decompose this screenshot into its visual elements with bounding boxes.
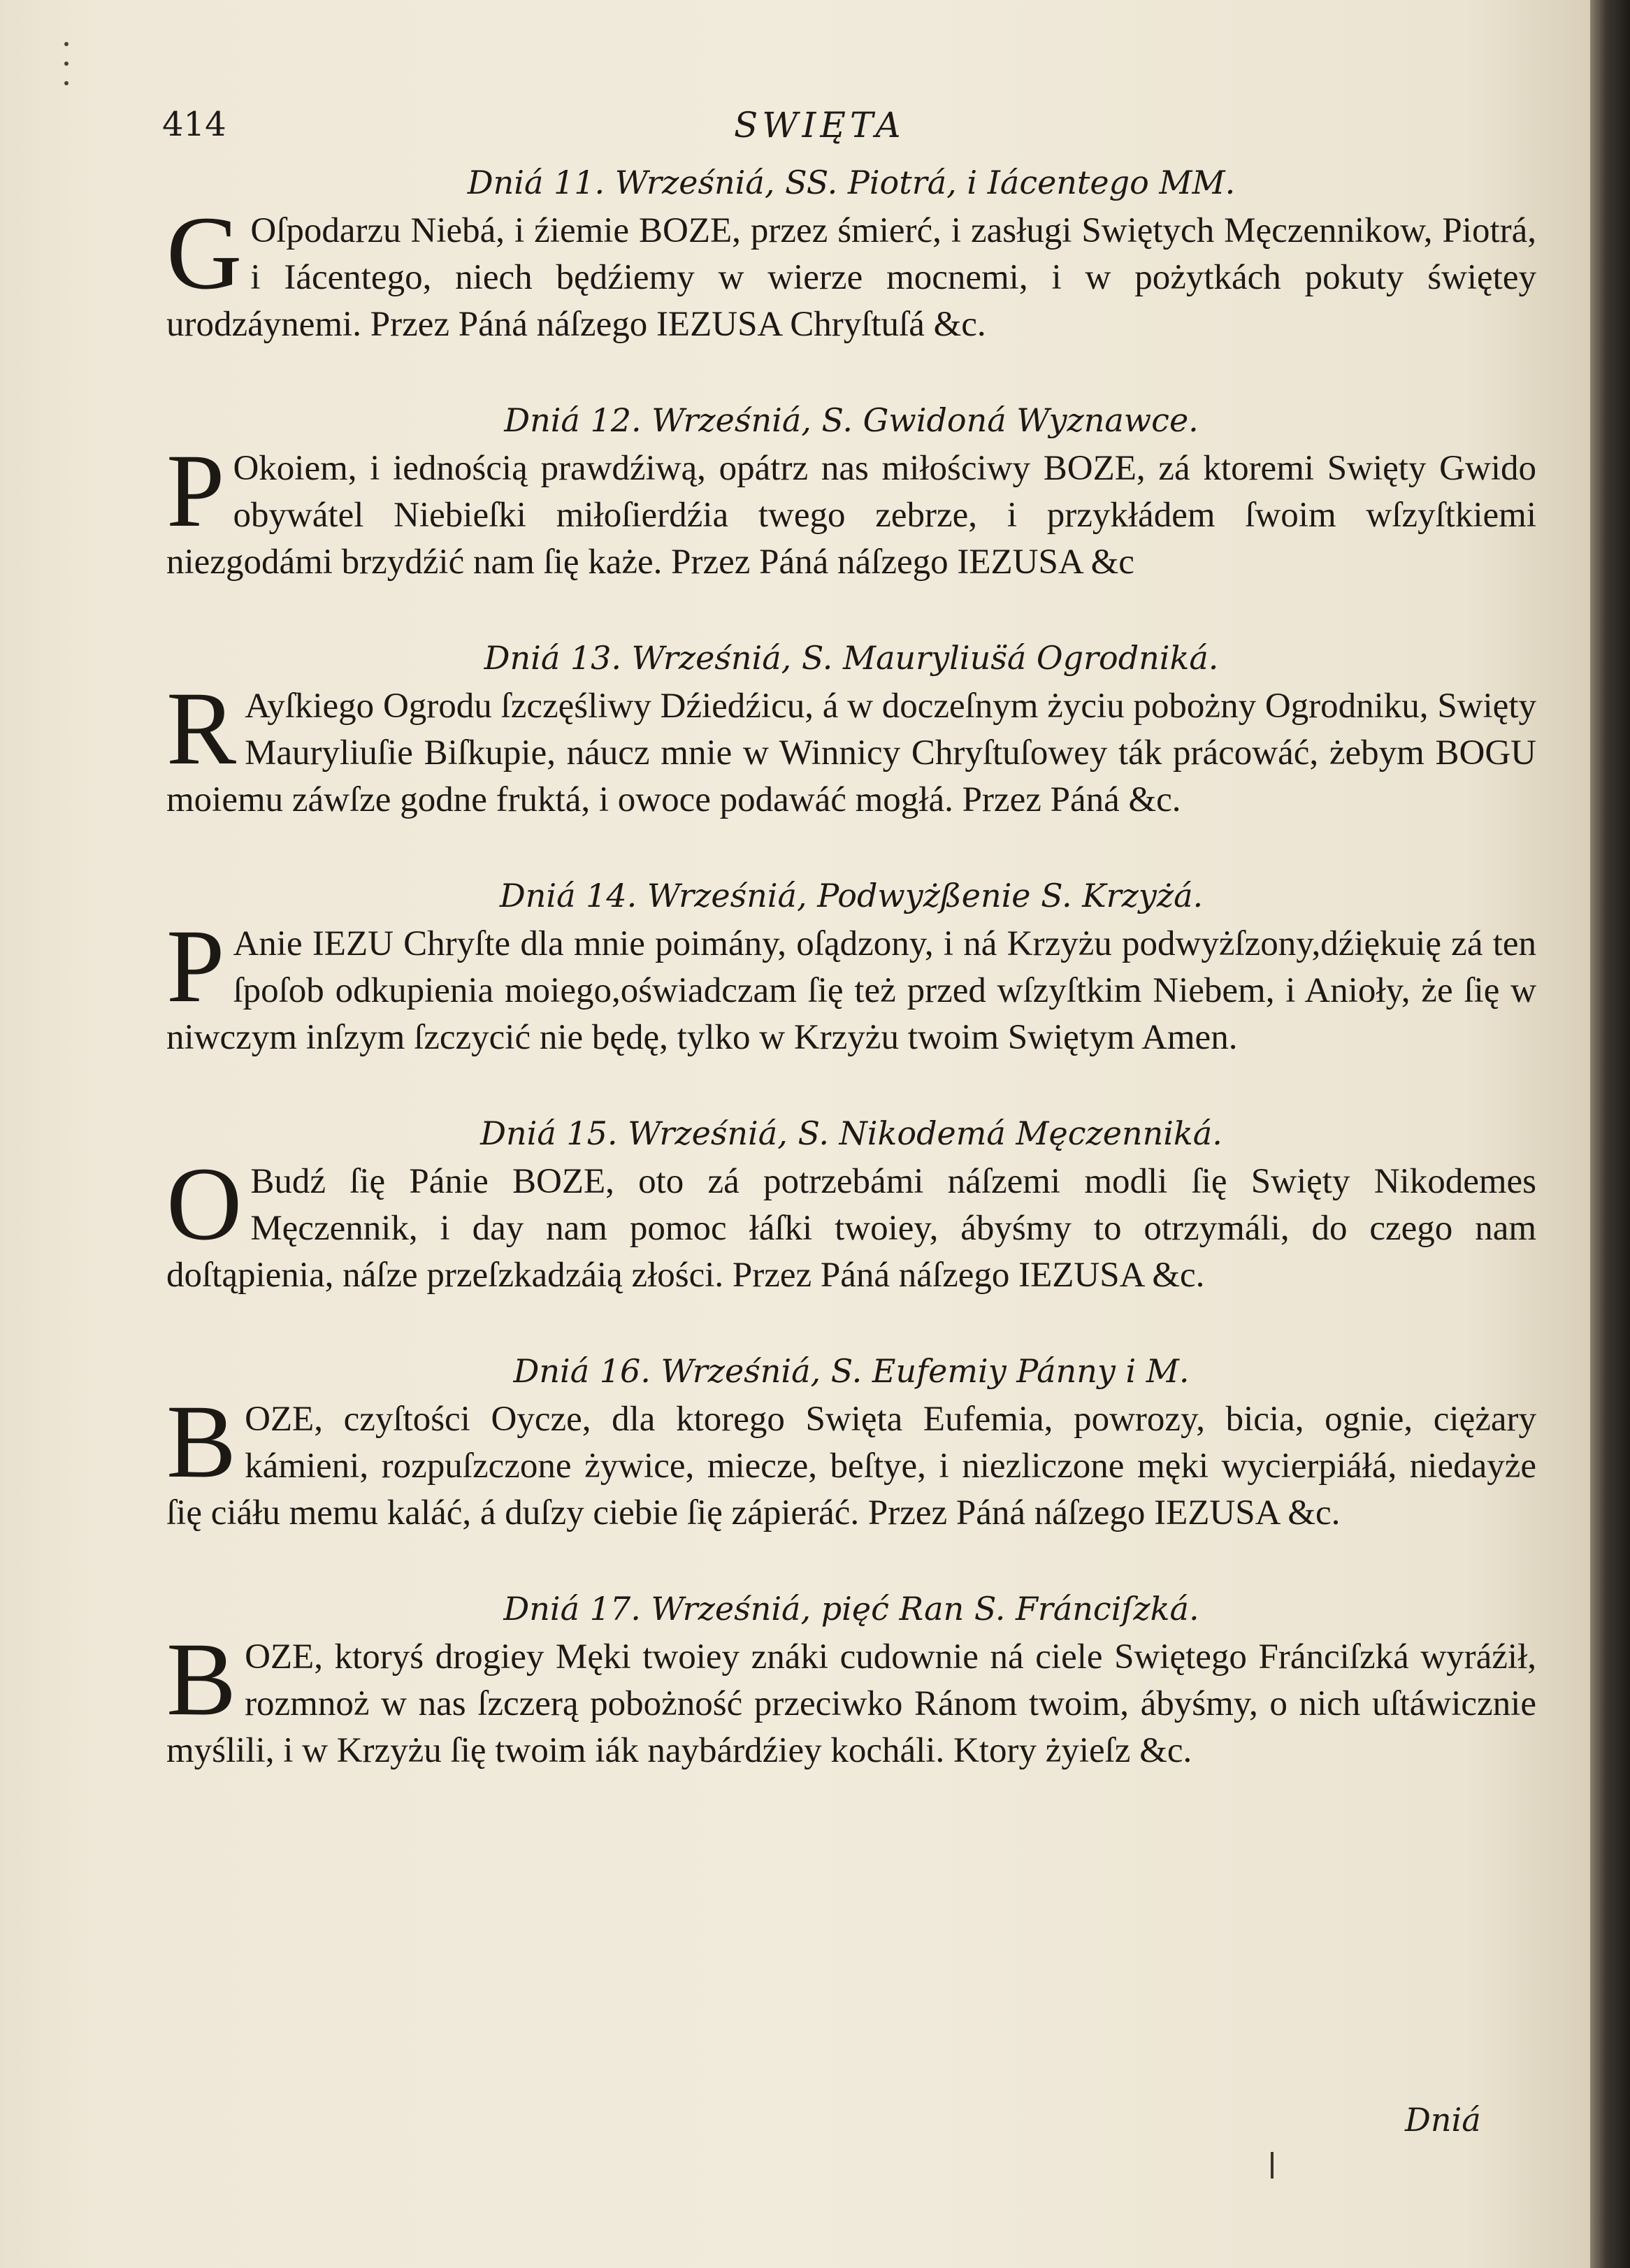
prayer-body: OZE, ktoryś drogiey Męki twoiey znáki cudownie ná ciele Swiętego Fránciſzká wyráźił, rozmnoż w nas ſzczerą pobożność przeciwko Ránom twoim, ábyśmy, o nich uſtáwicznie myślili, i w Krzyżu ſię twoim iák naybárdźiey kocháli. Ktory żyieſz &c. [166, 1637, 1536, 1770]
drop-cap-initial: B [166, 1396, 237, 1500]
prayer-text [166, 1158, 1536, 1346]
drop-cap-initial: O [166, 1158, 243, 1262]
ink-mark [1271, 2152, 1274, 2179]
prayer-text [166, 683, 1536, 870]
running-title: SWIĘTA [734, 105, 905, 145]
prayer-entry [166, 395, 1536, 633]
prayer-text [166, 445, 1536, 633]
book-spine [1590, 0, 1630, 2268]
prayer-body: Budź ſię Pánie BOZE, oto zá potrzebámi náſzemi modli ſię Swięty Nikodemes Męczennik, i day nam pomoc łáſki twoiey, ábyśmy to otrzymáli, do czego nam doſtąpienia, náſze przeſzkadzáią złości. Przez Páná náſzego IEZUSA &c. [166, 1162, 1536, 1295]
feast-day-heading: Dniá 12. Wrześniá, S. Gwidoná Wyznawce. [504, 401, 1199, 439]
page-number: 414 [162, 105, 226, 144]
feast-day-heading: Dniá 14. Wrześniá, Podwyżßenie S. Krzyżá. [499, 877, 1204, 914]
drop-cap-initial: P [166, 921, 225, 1024]
prayer-body: Okoiem, i iednością prawdźiwą, opátrz nas miłościwy BOZE, zá ktoremi Swięty Gwido obywátel Niebieſki miłoſierdźia twego zebrze, i przykłádem ſwoim wſzyſtkiemi niezgodámi brzydźić nam ſię każe. Przez Páná náſzego IEZUSA &c [166, 449, 1536, 582]
drop-cap-initial: P [166, 445, 225, 549]
page-header [0, 105, 1590, 161]
drop-cap-initial: G [166, 208, 243, 311]
prayer-entry [166, 870, 1536, 1108]
feast-day-heading: Dniá 15. Wrześniá, S. Nikodemá Męczenniká. [480, 1114, 1222, 1152]
margin-dots [64, 42, 71, 105]
prayer-body: Oſpodarzu Niebá, i źiemie BOZE, przez śmierć, i zasługi Swiętych Męczennikow, Piotrá, i Iácentego, niech będźiemy w wierze mocnemi, i w pożytkách pokuty świętey urodzáynemi. Przez Páná náſzego IEZUSA Chryſtuſá &c. [166, 211, 1536, 344]
page-body [166, 157, 1536, 1821]
drop-cap-initial: B [166, 1634, 237, 1737]
prayer-text [166, 208, 1536, 395]
prayer-body: Anie IEZU Chryſte dla mnie poimány, oſądzony, i ná Krzyżu podwyżſzony,dźiękuię zá ten ſpoſob odkupienia moiego,oświadczam ſię też przed wſzyſtkim Niebem, i Anioły, że ſię w niwczym inſzym ſzczycić nie będę, tylko w Krzyżu twoim Swiętym Amen. [166, 924, 1536, 1057]
prayer-entry [166, 1108, 1536, 1346]
prayer-entry [166, 1346, 1536, 1584]
catchword: Dniá [1405, 2101, 1481, 2139]
prayer-entry [166, 633, 1536, 870]
prayer-text [166, 1634, 1536, 1821]
feast-day-heading: Dniá 13. Wrześniá, S. Maurylius̈á Ogrodniká. [484, 639, 1219, 677]
feast-day-heading: Dniá 11. Wrześniá, SS. Piotrá, i Iácentego MM. [467, 164, 1236, 201]
prayer-text [166, 921, 1536, 1108]
prayer-text [166, 1396, 1536, 1584]
feast-day-heading: Dniá 17. Wrześniá, pięć Ran S. Fránciſzká. [503, 1590, 1199, 1628]
prayer-entry [166, 1584, 1536, 1821]
prayer-entry [166, 157, 1536, 395]
prayer-body: OZE, czyſtości Oycze, dla ktorego Swięta Eufemia, powrozy, bicia, ognie, ciężary kámieni, rozpuſzczone żywice, miecze, beſtye, i niezliczone męki wycierpiáłá, niedayże ſię ciáłu memu kaláć, á duſzy ciebie ſię zápieráć. Przez Páná náſzego IEZUSA &c. [166, 1400, 1536, 1533]
prayer-body: Ayſkiego Ogrodu ſzczęśliwy Dźiedźicu, á w doczeſnym życiu pobożny Ogrodniku, Swięty Mauryliuſie Biſkupie, náucz mnie w Winnicy Chryſtuſowey ták prácowáć, żebym BOGU moiemu záwſze godne fruktá, i owoce podawáć mogłá. Przez Páná &c. [166, 687, 1536, 819]
drop-cap-initial: R [166, 683, 237, 787]
feast-day-heading: Dniá 16. Wrześniá, S. Eufemiy Pánny i M. [513, 1352, 1190, 1390]
